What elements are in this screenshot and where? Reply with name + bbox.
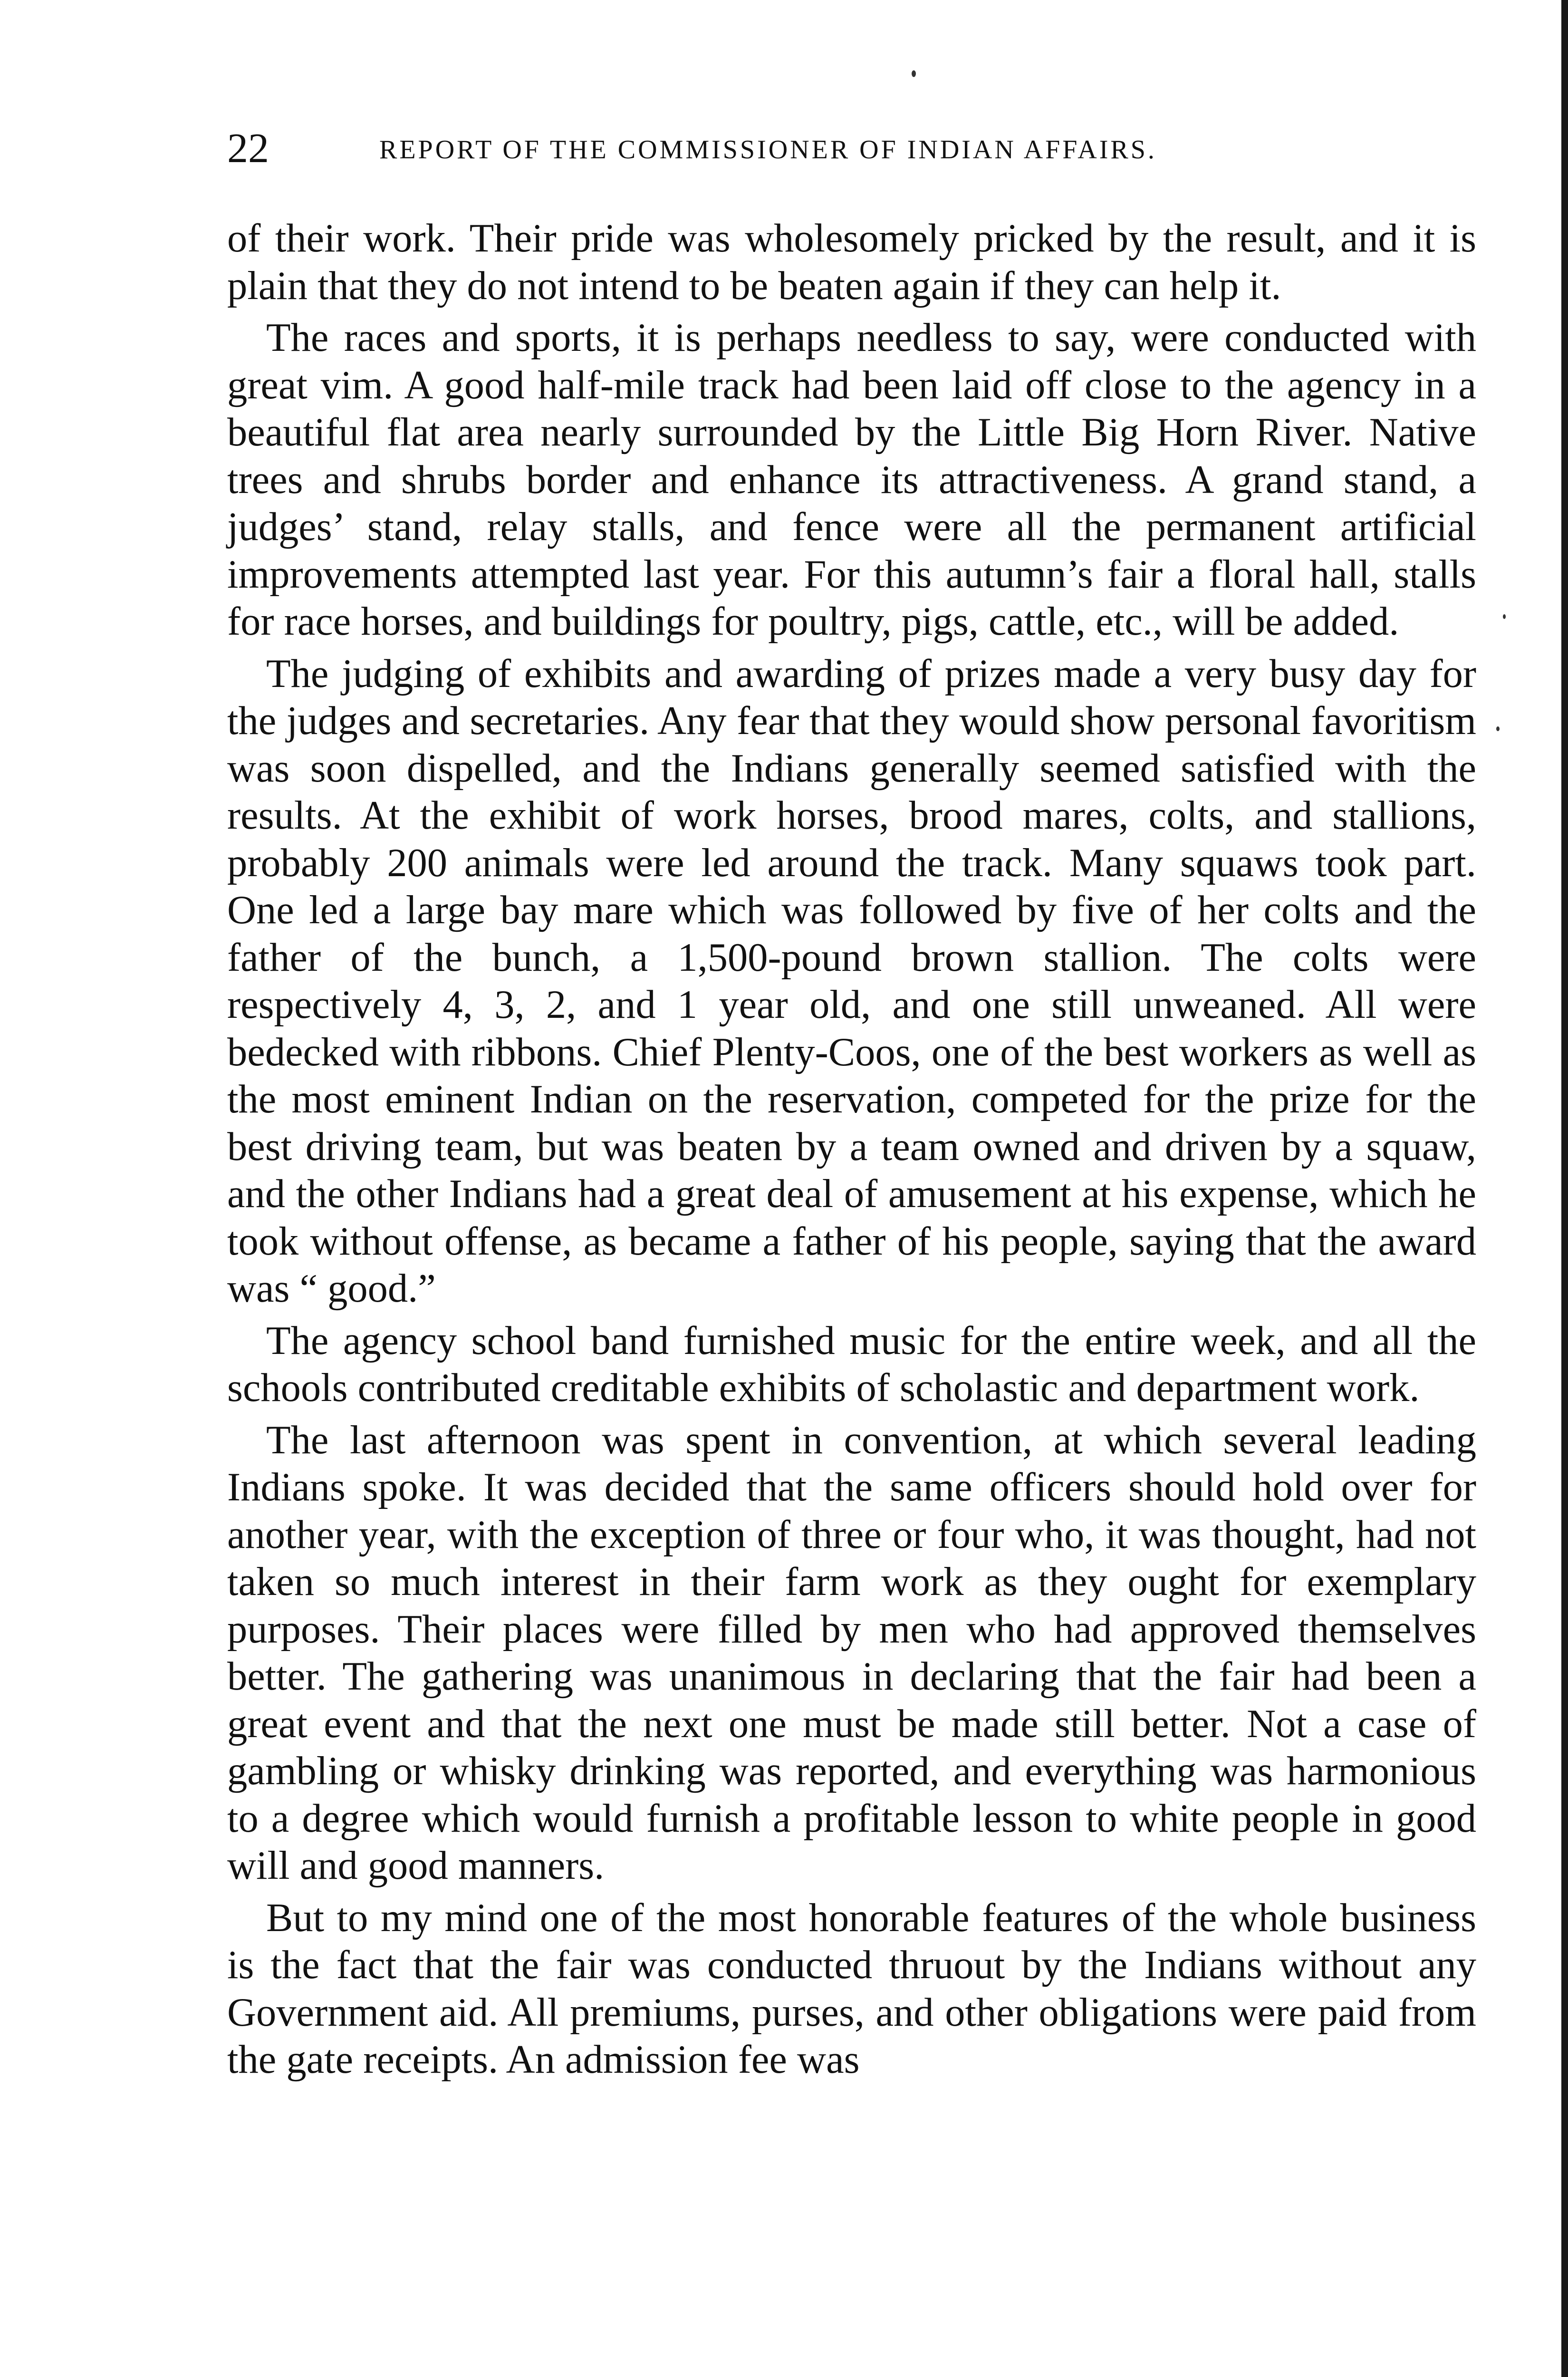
running-head: REPORT OF THE COMMISSIONER OF INDIAN AFFAIRS. [379, 135, 1157, 164]
paragraph-convention: The last afternoon was spent in convention, at which several leading Indians spoke. It was decided that the same officers should hold over for another year, with the exception of three or four who, it was thought, had not taken so much interest in their farm work as they ought for exemplary purposes. Their places were filled by men who had approved themselves better. The gathering was unanimous in declaring that the fair had been a great event and that the next one must be made still better. Not a case of gambling or whisky drinking was reported, and everything was harmonious to a degree which would furnish a profitable lesson to white people in good will and good manners. [227, 1418, 1476, 1888]
paragraph-races-and-sports: The races and sports, it is perhaps needless to say, were conducted with great vim. A good half-mile track had been laid off close to the agency in a beautiful flat area nearly surrounded by the Little Big Horn River. Native trees and shrubs border and enhance its attractiveness. A grand stand, a judges’ stand, relay stalls, and fence were all the permanent artificial improvements attempted last year. For this autumn’s fair a floral hall, stalls for race horses, and buildings for poultry, pigs, cattle, etc., will be added. [227, 316, 1476, 644]
paragraph-judging-of-exhibits: The judging of exhibits and awarding of prizes made a very busy day for the judges and secretaries. Any fear that they would show personal favoritism was soon dispelled, and the Indians generally seemed satisfied with the results. At the exhibit of work horses, brood mares, colts, and stallions, probably 200 animals were led around the track. Many squaws took part. One led a large bay mare which was followed by five of her colts and the father of the bunch, a 1,500-pound brown stallion. The colts were respectively 4, 3, 2, and 1 year old, and one still unweaned. All were bedecked with ribbons. Chief Plenty-Coos, one of the best workers as well as the most eminent Indian on the reservation, competed for the prize for the best driving team, but was beaten by a team owned and driven by a squaw, and the other Indians had a great deal of amusement at his expense, which he took without offense, as became a father of his people, saying that the award was “ good.” [227, 651, 1476, 1311]
paragraph-continued: of their work. Their pride was wholesomely pricked by the result, and it is plain that they do not intend to be beaten again if they can help it. [227, 216, 1476, 308]
scan-speck [1496, 726, 1500, 731]
scan-speck [912, 70, 916, 77]
page-header [227, 123, 1487, 175]
paragraph-government-aid: But to my mind one of the most honorable features of the whole business is the fact that the fair was conducted thruout by the Indians without any Government aid. All premiums, purses, and other obligations were paid from the gate receipts. An admission fee was [227, 1895, 1476, 2082]
paragraph-school-band: The agency school band furnished music for the entire week, and all the schools contributed creditable exhibits of scholastic and department work. [227, 1318, 1476, 1410]
scan-speck [1503, 614, 1506, 619]
page-number: 22 [227, 126, 269, 172]
body-text [227, 215, 1476, 2088]
